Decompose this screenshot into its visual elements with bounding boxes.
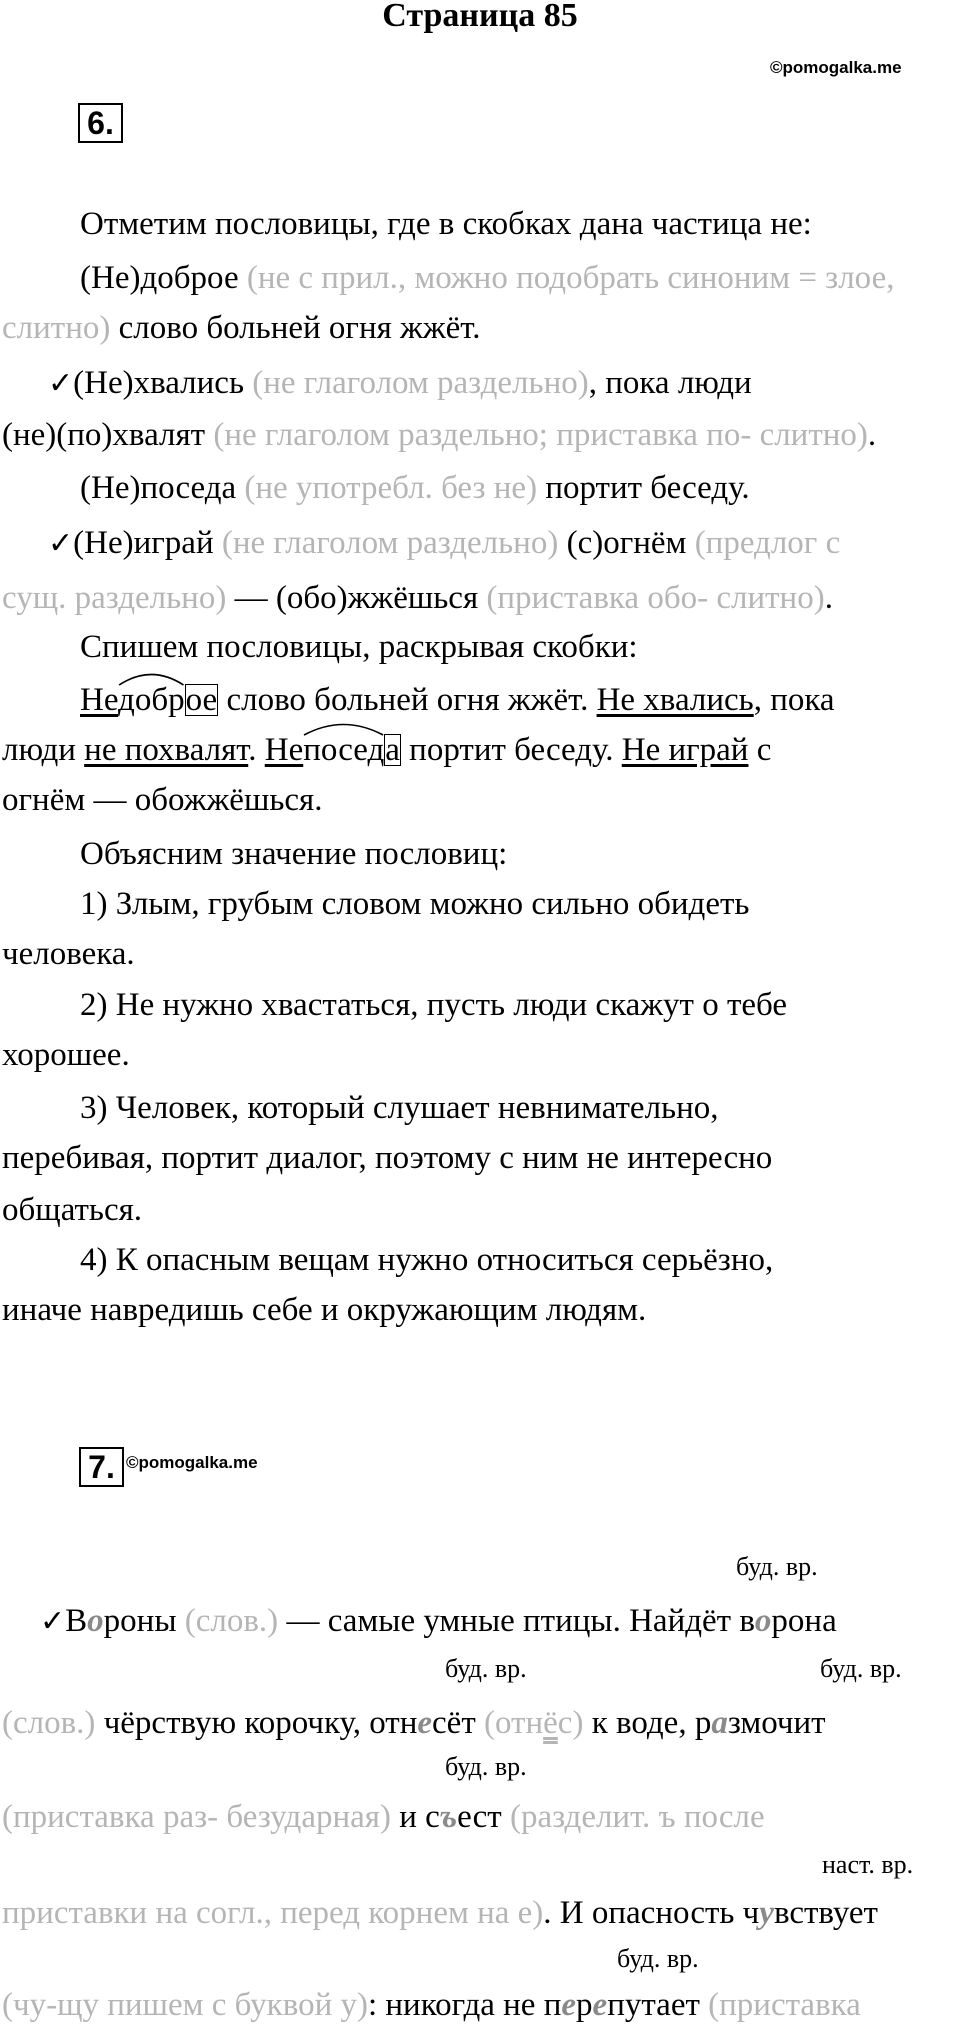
meaning-3-a: 3) Человек, который слушает невнимательно, xyxy=(80,1090,719,1126)
root-dobr: добр xyxy=(118,682,185,718)
rewrite-1-rest: слово больней огня жжёт. xyxy=(218,682,597,718)
proverb-1-note: (не с прил., можно подобрать синоним = злое, xyxy=(238,260,895,296)
task7-line-3-a: и с xyxy=(390,1799,440,1835)
meaning-2-a: 2) Не нужно хвастаться, пусть люди скажут о тебе xyxy=(80,987,788,1023)
proverb-3 xyxy=(80,468,750,508)
proverb-4-word: (Не)играй xyxy=(73,525,214,561)
letter-o-2: о xyxy=(754,1603,772,1639)
note-fut-1: буд. вр. xyxy=(736,1552,818,1581)
note-fut-5: буд. вр. xyxy=(617,1944,699,1973)
task7-line-4-a: . И опасность ч xyxy=(543,1895,760,1931)
watermark-2: ©pomogalka.me xyxy=(126,1453,258,1472)
proverb-1-word: (Не)доброе xyxy=(80,260,239,296)
proverb-4-word-3: — (обо)жжёшься xyxy=(226,580,479,616)
checkmark-icon: ✓ xyxy=(48,366,74,401)
root-posed: посед xyxy=(303,732,384,768)
meaning-4-b: иначе навредишь себе и окружающим людям. xyxy=(2,1292,647,1328)
meaning-intro: Объясним значение пословиц: xyxy=(80,836,508,872)
letter-u-1: у xyxy=(759,1895,774,1931)
proverb-4-note-2: (предлог с xyxy=(686,525,841,561)
checkmark-icon: ✓ xyxy=(40,1604,66,1639)
proverb-3-note: (не употребл. без не) xyxy=(236,470,538,506)
note-fut-4: буд. вр. xyxy=(445,1752,527,1781)
letter-hard-sign: ъ xyxy=(439,1799,458,1835)
rewrite-ne-igray: Не играй xyxy=(621,732,749,768)
rewrite-intro: Спишем пословицы, раскрывая скобки: xyxy=(80,629,638,665)
prefix-ne-2: Не xyxy=(264,732,304,768)
note-otnyos-b: с) xyxy=(557,1705,584,1741)
task7-line-5-b: р xyxy=(576,1987,593,2023)
rewrite-2-b: . xyxy=(248,732,265,768)
proverb-1-line-1 xyxy=(80,258,895,298)
letter-e-1: е xyxy=(417,1705,433,1741)
proverb-2-line-2 xyxy=(2,415,876,455)
task7-line-2-a: чёрствую корочку, отн xyxy=(95,1705,418,1741)
page-title: Страница 85 xyxy=(382,0,578,34)
meaning-1-b: человека. xyxy=(2,936,135,972)
rewrite-line-1 xyxy=(80,680,835,720)
task7-line-1-text: — самые умные птицы. Найдёт в xyxy=(278,1603,755,1639)
meaning-3-b: перебивая, портит диалог, поэтому с ним не интересно xyxy=(2,1140,773,1176)
proverb-2-word-2: (не)(по)хвалят xyxy=(2,417,206,453)
note-pres-1: наст. вр. xyxy=(822,1850,914,1879)
letter-o-1: о xyxy=(87,1603,104,1639)
note-hard-sign-cont: приставки на согл., перед корнем на е) xyxy=(2,1895,544,1931)
rewrite-2-d: с xyxy=(748,732,772,768)
checkmark-icon: ✓ xyxy=(48,526,74,561)
proverb-3-word: (Не)поседа xyxy=(80,470,237,506)
proverb-4-note-3: сущ. раздельно) xyxy=(2,580,227,616)
task7-line-5-c: путает xyxy=(607,1987,700,2023)
meaning-1-a: 1) Злым, грубым словом можно сильно обидеть xyxy=(80,886,750,922)
note-fut-2: буд. вр. xyxy=(445,1654,527,1683)
task7-line-5-a: : никогда не п xyxy=(367,1987,562,2023)
task-number-6: 6. xyxy=(78,103,123,143)
proverb-4-note: (не глаголом раздельно) xyxy=(213,525,559,561)
task7-line-4-b: вствует xyxy=(773,1895,878,1931)
word-vorony-rest: роны xyxy=(103,1603,177,1639)
proverb-2-end: . xyxy=(867,417,877,453)
task6-intro: Отметим пословицы, где в скобках дана частица не: xyxy=(80,206,812,242)
task7-line-2-c: к воде, р xyxy=(583,1705,712,1741)
task-number-7: 7. xyxy=(79,1447,124,1487)
note-otnyos-yo: ё xyxy=(543,1705,558,1741)
task7-line-2-b: сёт xyxy=(432,1705,476,1741)
note-slov-2: (слов.) xyxy=(2,1705,96,1741)
proverb-1-rest: слово больней огня жжёт. xyxy=(110,310,481,346)
prefix-ne-1: Не xyxy=(80,682,119,718)
task7-line-1 xyxy=(40,1601,837,1642)
letter-a-1: а xyxy=(711,1705,728,1741)
note-otnyos-a: (отн xyxy=(475,1705,544,1741)
proverb-2-rest: , пока люди xyxy=(588,365,752,401)
task7-line-5 xyxy=(2,1985,861,2025)
word-vorona-rest: рона xyxy=(771,1603,837,1639)
rewrite-1-rest-2: , пока xyxy=(753,682,835,718)
proverb-4-note-4: (приставка обо- слитно) xyxy=(478,580,825,616)
proverb-4-line-2 xyxy=(2,578,833,618)
rewrite-2-c: портит беседу. xyxy=(400,732,622,768)
proverb-1-note-cont: слитно) xyxy=(2,310,111,346)
note-fut-3: буд. вр. xyxy=(820,1654,902,1683)
rewrite-2-a: люди xyxy=(2,732,85,768)
note-slov-1: (слов.) xyxy=(176,1603,279,1639)
note-hard-sign: (разделит. ъ после xyxy=(501,1799,765,1835)
letter-e-2: е xyxy=(561,1987,577,2023)
rewrite-ne-pokhvalyat: не похвалят xyxy=(84,732,249,768)
proverb-2-line-1 xyxy=(48,363,752,404)
proverb-2-word: (Не)хвались xyxy=(73,365,245,401)
rewrite-line-3: огнём — обожжёшься. xyxy=(2,782,323,818)
proverb-3-rest: портит беседу. xyxy=(537,470,750,506)
proverb-4-line-1 xyxy=(48,523,840,564)
ending-box-oe: ое xyxy=(185,682,218,718)
root-arc-icon xyxy=(303,720,384,736)
ending-box-a: а xyxy=(385,732,400,768)
proverb-2-note-2: (не глаголом раздельно; приставка по- слитно) xyxy=(205,417,868,453)
proverb-2-note: (не глаголом раздельно) xyxy=(244,365,589,401)
meaning-2-b: хорошее. xyxy=(2,1037,130,1073)
task7-line-3-b: ест xyxy=(457,1799,502,1835)
note-chu-shchu: (чу-щу пишем с буквой у) xyxy=(2,1987,368,2023)
task7-line-2-d: змочит xyxy=(727,1705,826,1741)
letter-e-3: е xyxy=(592,1987,608,2023)
rewrite-ne-khvalis: Не хвались xyxy=(596,682,754,718)
meaning-4-a: 4) К опасным вещам нужно относиться серьёзно, xyxy=(80,1242,774,1278)
rewrite-line-2 xyxy=(2,730,771,770)
task7-line-4 xyxy=(2,1893,878,1933)
proverb-4-end: . xyxy=(824,580,833,616)
watermark: ©pomogalka.me xyxy=(770,58,902,77)
note-prefix-raz: (приставка раз- безударная) xyxy=(2,1799,391,1835)
proverb-1-line-2 xyxy=(2,308,480,348)
task7-line-3 xyxy=(2,1797,765,1837)
proverb-4-word-2: (с)огнём xyxy=(558,525,687,561)
meaning-3-c: общаться. xyxy=(2,1192,143,1228)
word-vorony-v: В xyxy=(65,1603,88,1639)
note-prefix-pere: (приставка xyxy=(699,1987,861,2023)
root-arc-icon xyxy=(118,670,185,686)
task7-line-2 xyxy=(2,1703,826,1743)
